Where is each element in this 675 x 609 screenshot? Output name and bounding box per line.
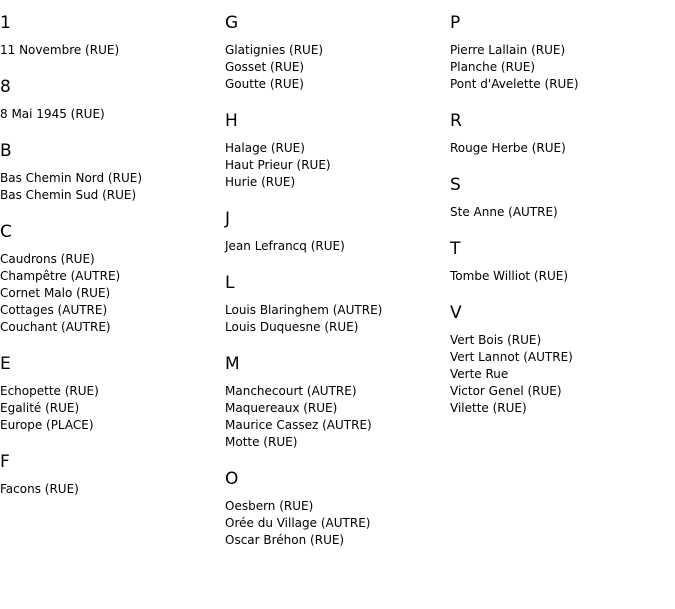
section-letter-heading: S <box>450 175 461 195</box>
section-letter-heading: E <box>0 354 11 374</box>
street-link[interactable]: Bas Chemin Sud (RUE) <box>0 188 137 202</box>
street-link[interactable]: Vert Lannot (AUTRE) <box>450 350 573 364</box>
index-column-2 <box>225 0 445 549</box>
letter-section <box>225 272 445 336</box>
section-letter-heading: R <box>450 111 462 131</box>
street-list <box>0 251 220 336</box>
street-link[interactable]: Vert Bois (RUE) <box>450 333 542 347</box>
street-link[interactable]: Oscar Bréhon (RUE) <box>225 533 345 547</box>
section-letter-heading: L <box>225 273 235 293</box>
street-link[interactable]: Verte Rue <box>450 367 509 381</box>
letter-section <box>0 140 220 204</box>
street-link[interactable]: Champêtre (AUTRE) <box>0 269 121 283</box>
street-list <box>450 42 670 93</box>
street-link[interactable]: Hurie (RUE) <box>225 175 296 189</box>
street-list <box>0 481 220 498</box>
letter-section <box>450 110 670 157</box>
street-link[interactable]: Maurice Cassez (AUTRE) <box>225 418 372 432</box>
letter-section <box>225 468 445 549</box>
street-list <box>225 302 445 336</box>
street-link[interactable]: Jean Lefrancq (RUE) <box>225 239 345 253</box>
letter-section <box>0 76 220 123</box>
street-list <box>225 140 445 191</box>
street-link[interactable]: Couchant (AUTRE) <box>0 320 111 334</box>
street-link[interactable]: Louis Duquesne (RUE) <box>225 320 359 334</box>
street-link[interactable]: Motte (RUE) <box>225 435 298 449</box>
street-link[interactable]: Orée du Village (AUTRE) <box>225 516 371 530</box>
street-link[interactable]: Caudrons (RUE) <box>0 252 95 266</box>
street-list <box>225 238 445 255</box>
street-list <box>225 498 445 549</box>
street-link[interactable]: Goutte (RUE) <box>225 77 304 91</box>
street-list <box>225 383 445 451</box>
street-link[interactable]: Pont d'Avelette (RUE) <box>450 77 579 91</box>
letter-section <box>0 353 220 434</box>
section-letter-heading: O <box>225 469 239 489</box>
section-letter-heading: B <box>0 141 12 161</box>
letter-section <box>225 12 445 93</box>
letter-section <box>450 12 670 93</box>
street-link[interactable]: 8 Mai 1945 (RUE) <box>0 107 105 121</box>
street-link[interactable]: Planche (RUE) <box>450 60 535 74</box>
street-link[interactable]: Manchecourt (AUTRE) <box>225 384 357 398</box>
letter-section <box>225 208 445 255</box>
street-link[interactable]: Gosset (RUE) <box>225 60 305 74</box>
letter-section <box>225 110 445 191</box>
street-list <box>450 268 670 285</box>
street-link[interactable]: Vilette (RUE) <box>450 401 527 415</box>
street-link[interactable]: Glatignies (RUE) <box>225 43 324 57</box>
section-letter-heading: G <box>225 13 239 33</box>
section-letter-heading: F <box>0 452 10 472</box>
street-link[interactable]: Egalité (RUE) <box>0 401 80 415</box>
street-list <box>0 42 220 59</box>
street-link[interactable]: Cornet Malo (RUE) <box>0 286 111 300</box>
section-letter-heading: H <box>225 111 238 131</box>
street-link[interactable]: Victor Genel (RUE) <box>450 384 562 398</box>
letter-section <box>0 451 220 498</box>
street-link[interactable]: Cottages (AUTRE) <box>0 303 108 317</box>
section-letter-heading: M <box>225 354 240 374</box>
street-list <box>0 170 220 204</box>
letter-section <box>450 302 670 417</box>
street-link[interactable]: Echopette (RUE) <box>0 384 99 398</box>
letter-section <box>450 238 670 285</box>
letter-section <box>450 174 670 221</box>
letter-section <box>0 221 220 336</box>
section-letter-heading: V <box>450 303 462 323</box>
section-letter-heading: 8 <box>0 77 11 97</box>
street-link[interactable]: Oesbern (RUE) <box>225 499 314 513</box>
street-link[interactable]: Bas Chemin Nord (RUE) <box>0 171 143 185</box>
street-link[interactable]: Rouge Herbe (RUE) <box>450 141 566 155</box>
street-link[interactable]: Ste Anne (AUTRE) <box>450 205 558 219</box>
section-letter-heading: P <box>450 13 461 33</box>
section-letter-heading: 1 <box>0 13 11 33</box>
section-letter-heading: T <box>450 239 461 259</box>
letter-section <box>0 12 220 59</box>
street-link[interactable]: Halage (RUE) <box>225 141 305 155</box>
section-letter-heading: J <box>225 209 231 229</box>
street-list <box>0 106 220 123</box>
street-link[interactable]: 11 Novembre (RUE) <box>0 43 120 57</box>
street-list <box>450 140 670 157</box>
street-list <box>0 383 220 434</box>
street-link[interactable]: Facons (RUE) <box>0 482 79 496</box>
street-link[interactable]: Pierre Lallain (RUE) <box>450 43 566 57</box>
street-link[interactable]: Tombe Williot (RUE) <box>450 269 569 283</box>
letter-section <box>225 353 445 451</box>
street-list <box>225 42 445 93</box>
index-column-1 <box>0 0 220 498</box>
street-link[interactable]: Europe (PLACE) <box>0 418 94 432</box>
street-link[interactable]: Louis Blaringhem (AUTRE) <box>225 303 383 317</box>
street-link[interactable]: Maquereaux (RUE) <box>225 401 338 415</box>
street-list <box>450 332 670 417</box>
street-list <box>450 204 670 221</box>
street-link[interactable]: Haut Prieur (RUE) <box>225 158 331 172</box>
section-letter-heading: C <box>0 222 12 242</box>
index-column-3 <box>450 0 670 417</box>
